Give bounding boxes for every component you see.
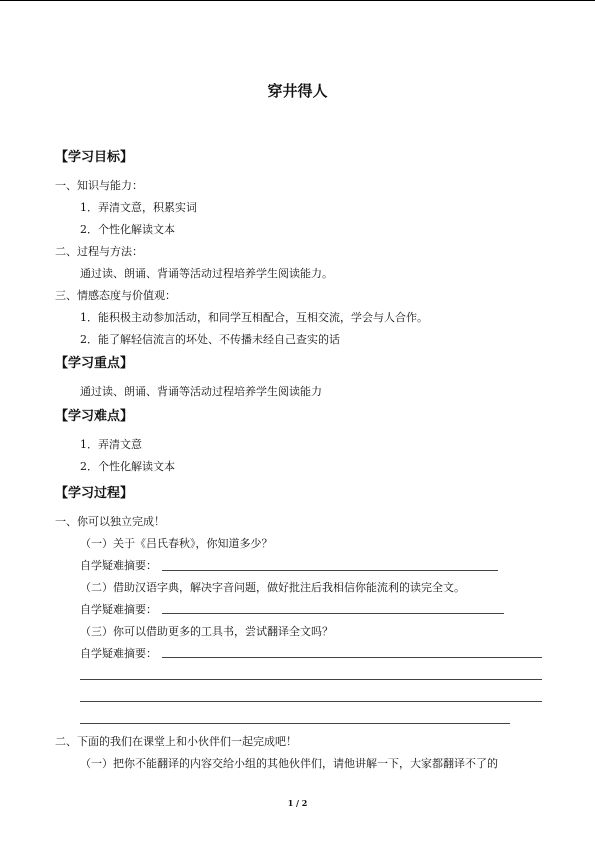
- heading-process: 【学习过程】: [55, 486, 134, 501]
- heading-key-points: 【学习重点】: [55, 356, 134, 371]
- question-1: （一）关于《吕氏春秋》，你知道多少？: [80, 537, 273, 550]
- difficulty-item: 2．个性化解读文本: [80, 460, 175, 473]
- answer-line: [80, 679, 542, 680]
- objective-section-2: 二、过程与方法：: [55, 245, 143, 258]
- objective-text: 通过读、朗诵、背诵等活动过程培养学生阅读能力。: [80, 267, 333, 280]
- answer-label: 自学疑难摘要：: [80, 559, 157, 572]
- objective-item: 2．能了解轻信流言的坏处、不传播未经自己查实的话: [80, 333, 340, 346]
- question-2: （二）借助汉语字典，解决字音问题，做好批注后我相信你能流利的读完全文。: [80, 581, 465, 594]
- objective-section-1: 一、知识与能力：: [55, 179, 143, 192]
- heading-objectives: 【学习目标】: [55, 150, 134, 165]
- answer-line: [162, 657, 542, 658]
- process-part-1: 一、你可以独立完成！: [55, 515, 165, 528]
- heading-difficulties: 【学习难点】: [55, 409, 134, 424]
- key-points-text: 通过读、朗诵、背诵等活动过程培养学生阅读能力: [80, 385, 322, 398]
- answer-line: [80, 723, 510, 724]
- header-rule: [0, 0, 595, 1]
- answer-label: 自学疑难摘要：: [80, 603, 157, 616]
- page-number: 1 / 2: [287, 798, 308, 808]
- objective-item: 2．个性化解读文本: [80, 223, 175, 236]
- answer-line: [162, 613, 504, 614]
- objective-item: 1．能积极主动参加活动，和同学互相配合，互相交流，学会与人合作。: [80, 311, 428, 324]
- objective-item: 1．弄清文意，积累实词: [80, 201, 197, 214]
- question-3: （三）你可以借助更多的工具书，尝试翻译全文吗？: [80, 625, 333, 638]
- question-4: （一）把你不能翻译的内容交给小组的其他伙伴们，请他讲解一下，大家都翻译不了的: [80, 757, 498, 770]
- difficulty-item: 1．弄清文意: [80, 438, 142, 451]
- page-title: 穿井得人: [267, 82, 328, 100]
- answer-label: 自学疑难摘要：: [80, 647, 157, 660]
- objective-section-3: 三、情感态度与价值观：: [55, 289, 176, 302]
- process-part-2: 二、下面的我们在课堂上和小伙伴们一起完成吧！: [55, 735, 297, 748]
- answer-line: [80, 701, 542, 702]
- answer-line: [162, 570, 498, 571]
